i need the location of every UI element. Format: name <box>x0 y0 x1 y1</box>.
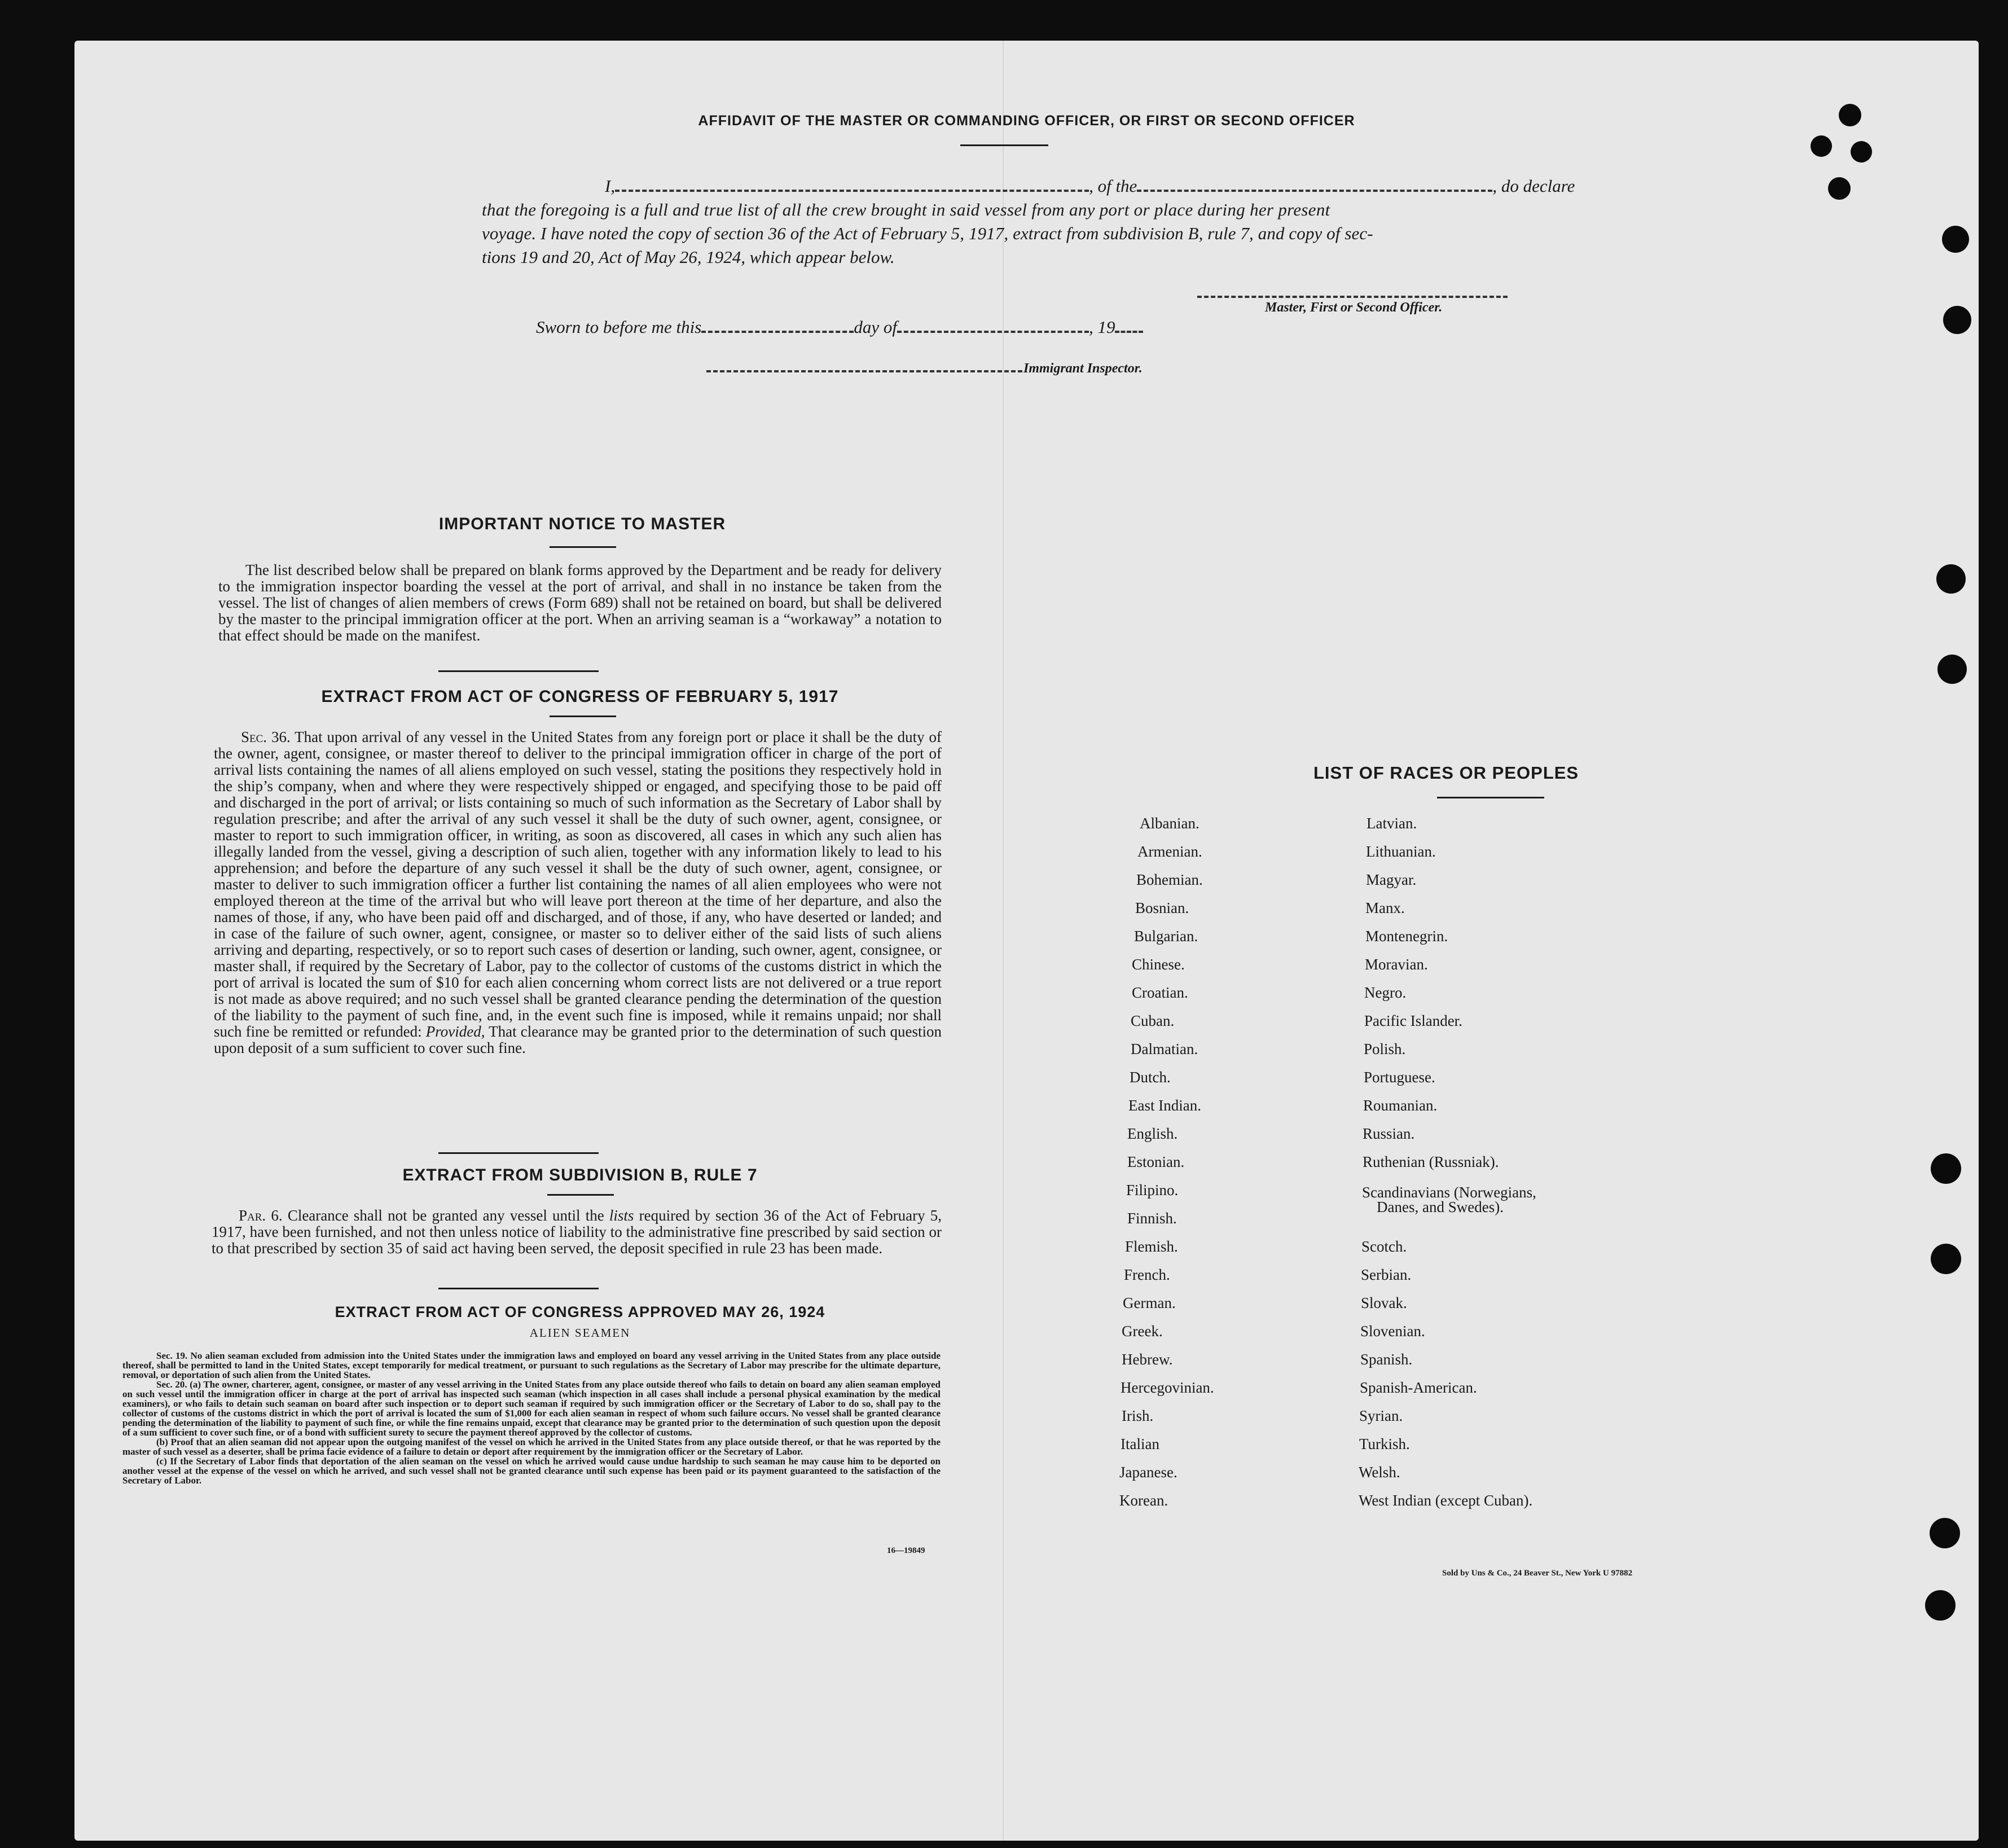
race-item: Magyar. <box>1366 871 1417 888</box>
document-sheet <box>74 41 1979 1841</box>
punch-hole <box>1937 655 1967 684</box>
race-item: Hebrew. <box>1122 1351 1173 1368</box>
center-fold <box>1003 41 1004 1841</box>
affidavit-line-2: that the foregoing is a full and true list of all the crew brought in said vessel from any port or place during her present <box>482 200 1330 220</box>
sec-20c-text: (c) If the Secretary of Labor finds that deportation of the alien seaman on the vessel on which he arrived would cause undue hardship to such seaman he may cause him to be deported on another vessel at the expense of the vessel on which he arrived, and such vessel shall not be granted clearance until such expense has been paid or its payment guaranteed to the satisfaction of the Secretary of Labor. <box>122 1456 941 1486</box>
sworn-month-blank <box>897 331 1089 333</box>
race-item: Latvian. <box>1367 815 1417 832</box>
race-item: Croatian. <box>1132 984 1188 1001</box>
punch-hole <box>1828 177 1851 200</box>
race-item: Syrian. <box>1359 1407 1403 1424</box>
master-signature-line <box>1197 296 1508 298</box>
races-underline <box>1437 797 1544 798</box>
affidavit-line-3: voyage. I have noted the copy of section 36 of the Act of February 5, 1917, extract from subdivision B, rule 7, and copy of sec- <box>482 223 1373 243</box>
sec-20b-text: (b) Proof that an alien seaman did not appear upon the outgoing manifest of the vessel on which he arrived in the United States from any place outside thereof, or that he was reported by the master of such vessel as a deserter, shall be prima facie evidence of a failure to detain or deport after requirement by the immigration officer or the Secretary of Labor. <box>122 1437 941 1457</box>
race-item: German. <box>1123 1294 1176 1311</box>
extract-1917-title: EXTRACT FROM ACT OF CONGRESS OF FEBRUARY 5, 1917 <box>321 687 839 706</box>
race-item: Portuguese. <box>1364 1069 1435 1086</box>
race-item: Russian. <box>1363 1125 1415 1142</box>
race-item: English. <box>1127 1125 1178 1142</box>
par-6-body-end: required by section 36 of the Act of February 5, 1917, have been furnished, and not then unless notice of liability to the administrative fine prescribed by said section or to that prescribed by section 35 of said act having been served, the deposit specified in rule 23 has been made. <box>212 1207 942 1257</box>
par-6-divider <box>438 1288 599 1289</box>
name-blank <box>615 190 1089 192</box>
sworn-day-of: day of <box>854 317 897 337</box>
notice-underline <box>550 546 616 548</box>
race-item: Flemish. <box>1125 1238 1178 1255</box>
race-item: Pacific Islander. <box>1364 1012 1462 1029</box>
race-item: Manx. <box>1365 899 1405 916</box>
punch-hole <box>1943 306 1971 334</box>
race-item: Hercegovinian. <box>1121 1379 1214 1396</box>
race-item: Chinese. <box>1132 956 1185 973</box>
extract-1917-underline <box>550 716 616 717</box>
sworn-line <box>536 317 1143 337</box>
sec-19-20-block <box>122 1351 941 1485</box>
race-item: West Indian (except Cuban). <box>1359 1492 1533 1509</box>
affidavit-declare: , do declare <box>1492 176 1575 196</box>
sec-36-body: That upon arrival of any vessel in the United States from any foreign port or place it shall be the duty of the owner, agent, consignee, or master thereof to deliver to the principal immigration officer in charge of the port of arrival lists containing the names of all aliens employed on such vessel, stating the positions they respectively hold in the ship’s company, when and where they were respectively shipped or engaged, and specifying those to be paid off and discharged in the port of arrival; or lists containing so much of such information as the Secretary of Labor shall by regulation prescribe; and after the arrival of any such vessel it shall be the duty of such owner, agent, consignee, or master to report to such immigration officer, in writing, as soon as discovered, all cases in which any such alien has illegally landed from the vessel, giving a description of such alien, together with any information likely to lead to his apprehension; and before the departure of any such vessel it shall be the duty of such owner, agent, consignee, or master to deliver to such immigration officer a further list containing the names of all alien employees who were not employed thereon at the time of the arrival but who will leave port thereon at the time of her departure, and also the names of those, if any, who have been paid off and discharged, and of those, if any, who have deserted or landed; and in case of the failure of such owner, agent, consignee, or master so to deliver either of the said lists of such aliens arriving and departing, respectively, or so to report such cases of desertion or landing, such owner, agent, consignee, or master shall, if required by the Secretary of Labor, pay to the collector of customs of the customs district in which the port of arrival is located the sum of $10 for each alien concerning whom correct lists are not delivered or a true report is not made as above required; and no such vessel shall be granted clearance pending the determination of the question of the liability to the payment of such fine, and, in the event such fine is imposed, while it remains unpaid; nor shall such fine be remitted or refunded: <box>214 728 942 1040</box>
race-item: Polish. <box>1364 1041 1406 1057</box>
race-item: Spanish-American. <box>1360 1379 1477 1396</box>
races-title: LIST OF RACES OR PEOPLES <box>1313 763 1579 783</box>
affidavit-title: AFFIDAVIT OF THE MASTER OR COMMANDING OFFICER, OR FIRST OR SECOND OFFICER <box>698 113 1355 129</box>
proviso: Provided, <box>425 1023 485 1040</box>
race-item: Moravian. <box>1365 956 1428 973</box>
race-item: Bohemian. <box>1136 871 1203 888</box>
sec-19-text: Sec. 19. No alien seaman excluded from admission into the United States under the immigration laws and employed on board any vessel arriving in the United States from any place outside thereof, shall be permitted to land in the United States, except temporarily for medical treatment, or pursuant to such regulations as the Secretary of Labor may prescribe for the ultimate departure, removal, or deportation of such alien from the United States. <box>122 1350 941 1380</box>
punch-hole <box>1931 1153 1961 1184</box>
master-label: Master, First or Second Officer. <box>1265 300 1443 315</box>
subdivision-title: EXTRACT FROM SUBDIVISION B, RULE 7 <box>402 1166 758 1184</box>
race-item: Japanese. <box>1119 1464 1177 1481</box>
race-item: Spanish. <box>1360 1351 1413 1368</box>
race-item: Slovak. <box>1361 1294 1407 1311</box>
sec-36-text <box>214 729 942 1056</box>
notice-title: IMPORTANT NOTICE TO MASTER <box>438 515 726 533</box>
race-item: East Indian. <box>1128 1097 1201 1114</box>
sec-20a-text: Sec. 20. (a) The owner, charterer, agent, consignee, or master of any vessel arriving in the United States from any place outside thereof who fails to detain on board any alien seaman employed on such vessel until the immigration officer in charge at the port of arrival has inspected such seaman (which inspection in all cases shall include a personal physical examination by the medical examiners), or who fails to detain such seaman on board after such inspection or to deport such seaman if required by such immigration officer or the Secretary of Labor to do so, shall pay to the collector of customs of the customs district in which the port of arrival is located the sum of $1,000 for each alien seaman in respect of whom such failure occurs. No vessel shall be granted clearance pending the determination of the liability to payment of such fine, or while the fine remains unpaid, except that clearance may be granted prior to the determination of such question upon the deposit of a sum sufficient to cover such fine, or of a bond with sufficient surety to secure the payment thereof approved by the collector of customs. <box>122 1379 941 1438</box>
alien-seamen-subtitle: ALIEN SEAMEN <box>529 1326 631 1340</box>
sec-36-label: Sec. 36. <box>241 728 291 745</box>
race-item: Bulgarian. <box>1134 928 1198 945</box>
race-item: Danes, and Swedes). <box>1377 1199 1504 1215</box>
race-item: Roumanian. <box>1363 1097 1438 1114</box>
affidavit-i: I, <box>605 176 616 196</box>
vessel-blank <box>1137 190 1492 192</box>
sworn-prefix: Sworn to before me this <box>536 317 702 337</box>
sworn-year-blank <box>1115 331 1143 333</box>
par-6-body: Clearance shall not be granted any vessel until the <box>287 1207 604 1224</box>
race-item: Negro. <box>1364 984 1407 1001</box>
race-item: Cuban. <box>1131 1012 1175 1029</box>
sworn-year: , 19 <box>1088 317 1115 337</box>
punch-hole <box>1942 226 1969 253</box>
par-6-label: Par. 6. <box>239 1207 283 1224</box>
race-item: Greek. <box>1122 1323 1163 1340</box>
race-item: Irish. <box>1122 1407 1154 1424</box>
race-item: Italian <box>1121 1436 1159 1452</box>
race-item: Scotch. <box>1361 1238 1407 1255</box>
punch-hole <box>1930 1518 1960 1548</box>
race-item: Scandinavians (Norwegians, <box>1362 1184 1536 1201</box>
race-item: Albanian. <box>1140 815 1199 832</box>
sec-36-body-end: That clearance may be granted prior to the determination of such question upon deposit of a sum sufficient to cover such fine. <box>214 1023 942 1056</box>
notice-divider <box>438 670 599 672</box>
race-item: Ruthenian (Russniak). <box>1363 1153 1499 1170</box>
affidavit-of-the: , of the <box>1089 176 1137 196</box>
lists-word: lists <box>609 1207 634 1224</box>
inspector-label: Immigrant Inspector. <box>1023 361 1143 376</box>
subdivision-underline <box>547 1194 614 1196</box>
race-item: Dalmatian. <box>1131 1041 1198 1057</box>
inspector-signature-line <box>706 370 1022 372</box>
race-item: Slovenian. <box>1360 1323 1425 1340</box>
punch-hole <box>1925 1590 1956 1621</box>
title-underline <box>960 144 1048 146</box>
printer-credit: Sold by Uns & Co., 24 Beaver St., New York U 97882 <box>1442 1569 1633 1578</box>
race-item: Korean. <box>1119 1492 1168 1509</box>
punch-hole <box>1811 135 1832 157</box>
sec-36-block <box>214 729 942 1056</box>
race-item: French. <box>1124 1266 1170 1283</box>
race-item: Bosnian. <box>1135 899 1189 916</box>
race-item: Lithuanian. <box>1366 843 1436 860</box>
race-item: Turkish. <box>1359 1436 1410 1452</box>
race-item: Armenian. <box>1137 843 1202 860</box>
race-item: Filipino. <box>1126 1182 1179 1199</box>
punch-hole <box>1851 141 1872 163</box>
race-item: Welsh. <box>1359 1464 1400 1481</box>
race-item: Finnish. <box>1127 1210 1177 1227</box>
form-number: 16—19849 <box>887 1546 925 1555</box>
affidavit-line-1 <box>605 176 1620 196</box>
race-item: Dutch. <box>1130 1069 1171 1086</box>
race-item: Serbian. <box>1361 1266 1412 1283</box>
punch-hole <box>1936 564 1966 594</box>
par-6-block <box>212 1208 942 1257</box>
sec-36-divider <box>438 1152 599 1154</box>
affidavit-line-4: tions 19 and 20, Act of May 26, 1924, which appear below. <box>482 247 895 267</box>
race-item: Montenegrin. <box>1365 928 1448 945</box>
notice-text: The list described below shall be prepared on blank forms approved by the Department and be ready for delivery to the immigration inspector boarding the vessel at the port of arrival, and shall in no instance be taken from the vessel. The list of changes of alien members of crews (Form 689) shall not be retained on board, but shall be delivered by the master to the principal immigration officer at the port. When an arriving seaman is a “workaway” a notation to that effect should be made on the manifest. <box>218 561 942 644</box>
race-item: Estonian. <box>1127 1153 1185 1170</box>
par-6-text <box>212 1208 942 1257</box>
punch-hole <box>1931 1244 1961 1274</box>
extract-1924-title: EXTRACT FROM ACT OF CONGRESS APPROVED MAY 26, 1924 <box>335 1303 825 1320</box>
sworn-day-blank <box>701 331 854 333</box>
notice-text-block <box>218 562 942 644</box>
